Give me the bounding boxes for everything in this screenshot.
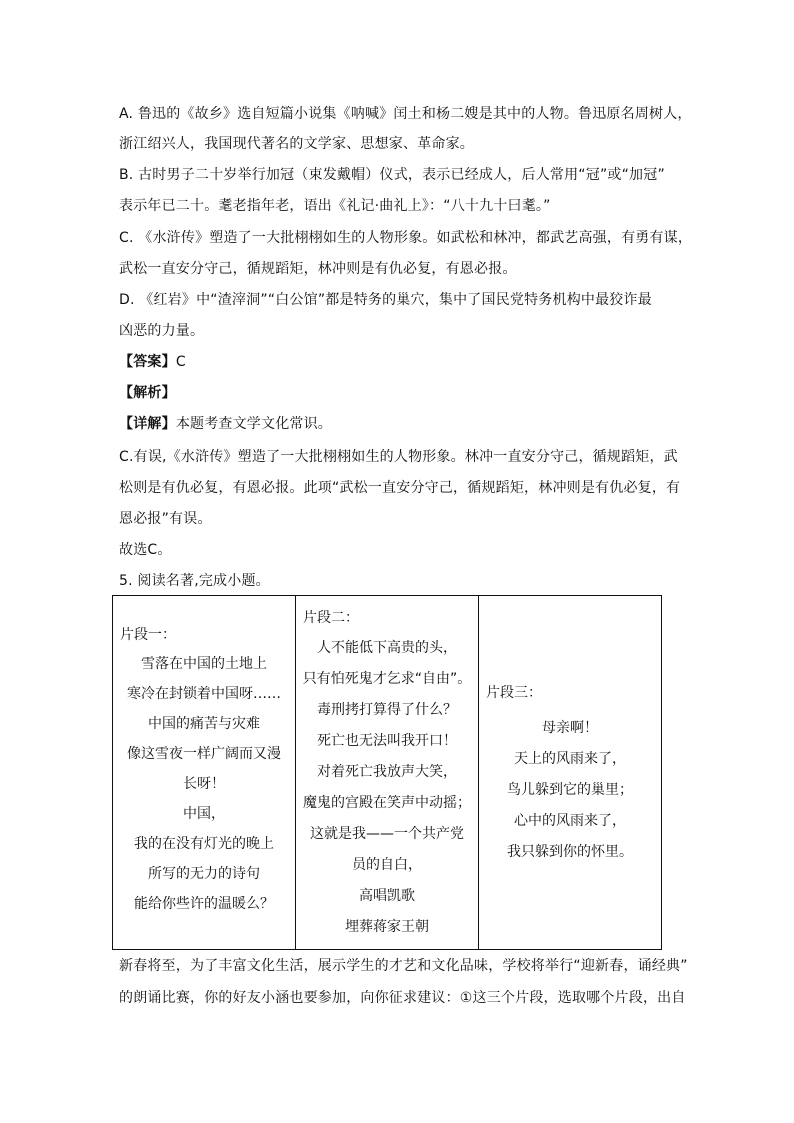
answer-line bbox=[119, 353, 186, 371]
analysis-label: 【解析】 bbox=[119, 385, 176, 401]
fragment-1-title: 片段一： bbox=[120, 627, 176, 643]
conclusion-line: 故选C。 bbox=[119, 542, 172, 558]
fragment-3-cell bbox=[479, 596, 662, 950]
tail-line-1: 新春将至，为了丰富文化生活，展示学生的才艺和文化品味，学校将举行“迎新春，诵经典” bbox=[119, 958, 688, 974]
fragment-1-line: 像这雪夜一样广阔而又漫 bbox=[127, 746, 281, 762]
answer-label: 【答案】 bbox=[119, 354, 176, 370]
option-d-line-2: 凶恶的力量。 bbox=[119, 323, 205, 339]
fragment-1-line: 中国， bbox=[183, 806, 225, 822]
fragment-3-line: 我只躲到你的怀里。 bbox=[507, 844, 633, 860]
fragment-3-line: 心中的风雨来了， bbox=[514, 813, 626, 829]
detail-line bbox=[119, 415, 332, 433]
fragment-1-line: 我的在没有灯光的晚上 bbox=[134, 836, 274, 852]
fragment-1-line: 所写的无力的诗句 bbox=[148, 866, 260, 882]
fragment-3-line: 鸟儿躲到它的巢里； bbox=[507, 782, 633, 798]
fragment-2-line: 死亡也无法叫我开口！ bbox=[317, 733, 457, 749]
fragment-1-line: 能给你些许的温暖么？ bbox=[134, 896, 274, 912]
poem-fragments-table bbox=[112, 595, 662, 950]
fragment-2-line: 人不能低下高贵的头， bbox=[317, 640, 457, 656]
fragment-2-title: 片段二： bbox=[303, 610, 359, 626]
fragment-2-line: 高唱凯歌 bbox=[359, 888, 415, 904]
option-b-line-2: 表示年已二十。耄老指年老，语出《礼记·曲礼上》：“八十九十曰耄。” bbox=[119, 198, 551, 214]
fragment-2-line: 毒刑拷打算得了什么？ bbox=[317, 702, 457, 718]
option-a-line-2: 浙江绍兴人，我国现代著名的文学家、思想家、革命家。 bbox=[119, 136, 474, 152]
fragment-2-cell bbox=[296, 596, 479, 950]
detail-label: 【详解】 bbox=[119, 416, 176, 432]
fragment-2-line: 魔鬼的宫殿在笑声中动摇； bbox=[303, 795, 471, 811]
fragment-1-line: 长呀！ bbox=[183, 776, 225, 792]
explanation-line-1: C.有误,《水浒传》塑造了一大批栩栩如生的人物形象。林冲一直安分守己，循规蹈矩，武 bbox=[119, 449, 678, 465]
question-5-title: 5. 阅读名著,完成小题。 bbox=[119, 573, 270, 589]
option-c-line-1: C. 《水浒传》塑造了一大批栩栩如生的人物形象。如武松和林冲，都武艺高强，有勇有谋， bbox=[119, 230, 693, 246]
option-b-line-1: B. 古时男子二十岁举行加冠（束发戴帽）仪式，表示已经成人，后人常用“冠”或“加冠” bbox=[119, 167, 665, 183]
fragment-3-title: 片段三： bbox=[486, 685, 542, 701]
fragment-3-line: 天上的风雨来了， bbox=[514, 751, 626, 767]
option-d-line-1: D. 《红岩》中“渣滓洞”“白公馆”都是特务的巢穴，集中了国民党特务机构中最狡诈最 bbox=[119, 292, 652, 308]
fragment-2-line: 这就是我——一个共产党 bbox=[310, 826, 464, 842]
fragment-1-line: 雪落在中国的土地上 bbox=[141, 656, 267, 672]
fragment-1-cell bbox=[113, 596, 296, 950]
fragment-2-line: 对着死亡我放声大笑， bbox=[317, 764, 457, 780]
fragment-2-line: 只有怕死鬼才乞求“自由”。 bbox=[302, 671, 472, 687]
explanation-line-2: 松则是有仇必复，有恩必报。此项“武松一直安分守己，循规蹈矩，林冲则是有仇必复，有 bbox=[119, 480, 681, 496]
detail-text: 本题考查文学文化常识。 bbox=[175, 416, 333, 432]
answer-value: C bbox=[175, 354, 186, 370]
explanation-line-3: 恩必报”有误。 bbox=[119, 511, 212, 527]
fragment-2-line: 埋葬蒋家王朝 bbox=[345, 919, 429, 935]
fragment-2-line: 员的自白， bbox=[352, 857, 422, 873]
fragment-1-line: 寒冷在封锁着中国呀…… bbox=[127, 686, 281, 702]
option-c-line-2: 武松一直安分守己，循规蹈矩，林冲则是有仇必复，有恩必报。 bbox=[119, 261, 517, 277]
fragment-1-line: 中国的痛苦与灾难 bbox=[148, 716, 260, 732]
option-a-line-1: A. 鲁迅的《故乡》选自短篇小说集《呐喊》闰土和杨二嫂是其中的人物。鲁迅原名周树人， bbox=[119, 106, 692, 122]
tail-line-2: 的朗诵比赛，你的好友小涵也要参加，向你征求建议：①这三个片段，选取哪个片段，出自 bbox=[119, 990, 686, 1006]
fragment-3-line: 母亲啊！ bbox=[542, 720, 598, 736]
